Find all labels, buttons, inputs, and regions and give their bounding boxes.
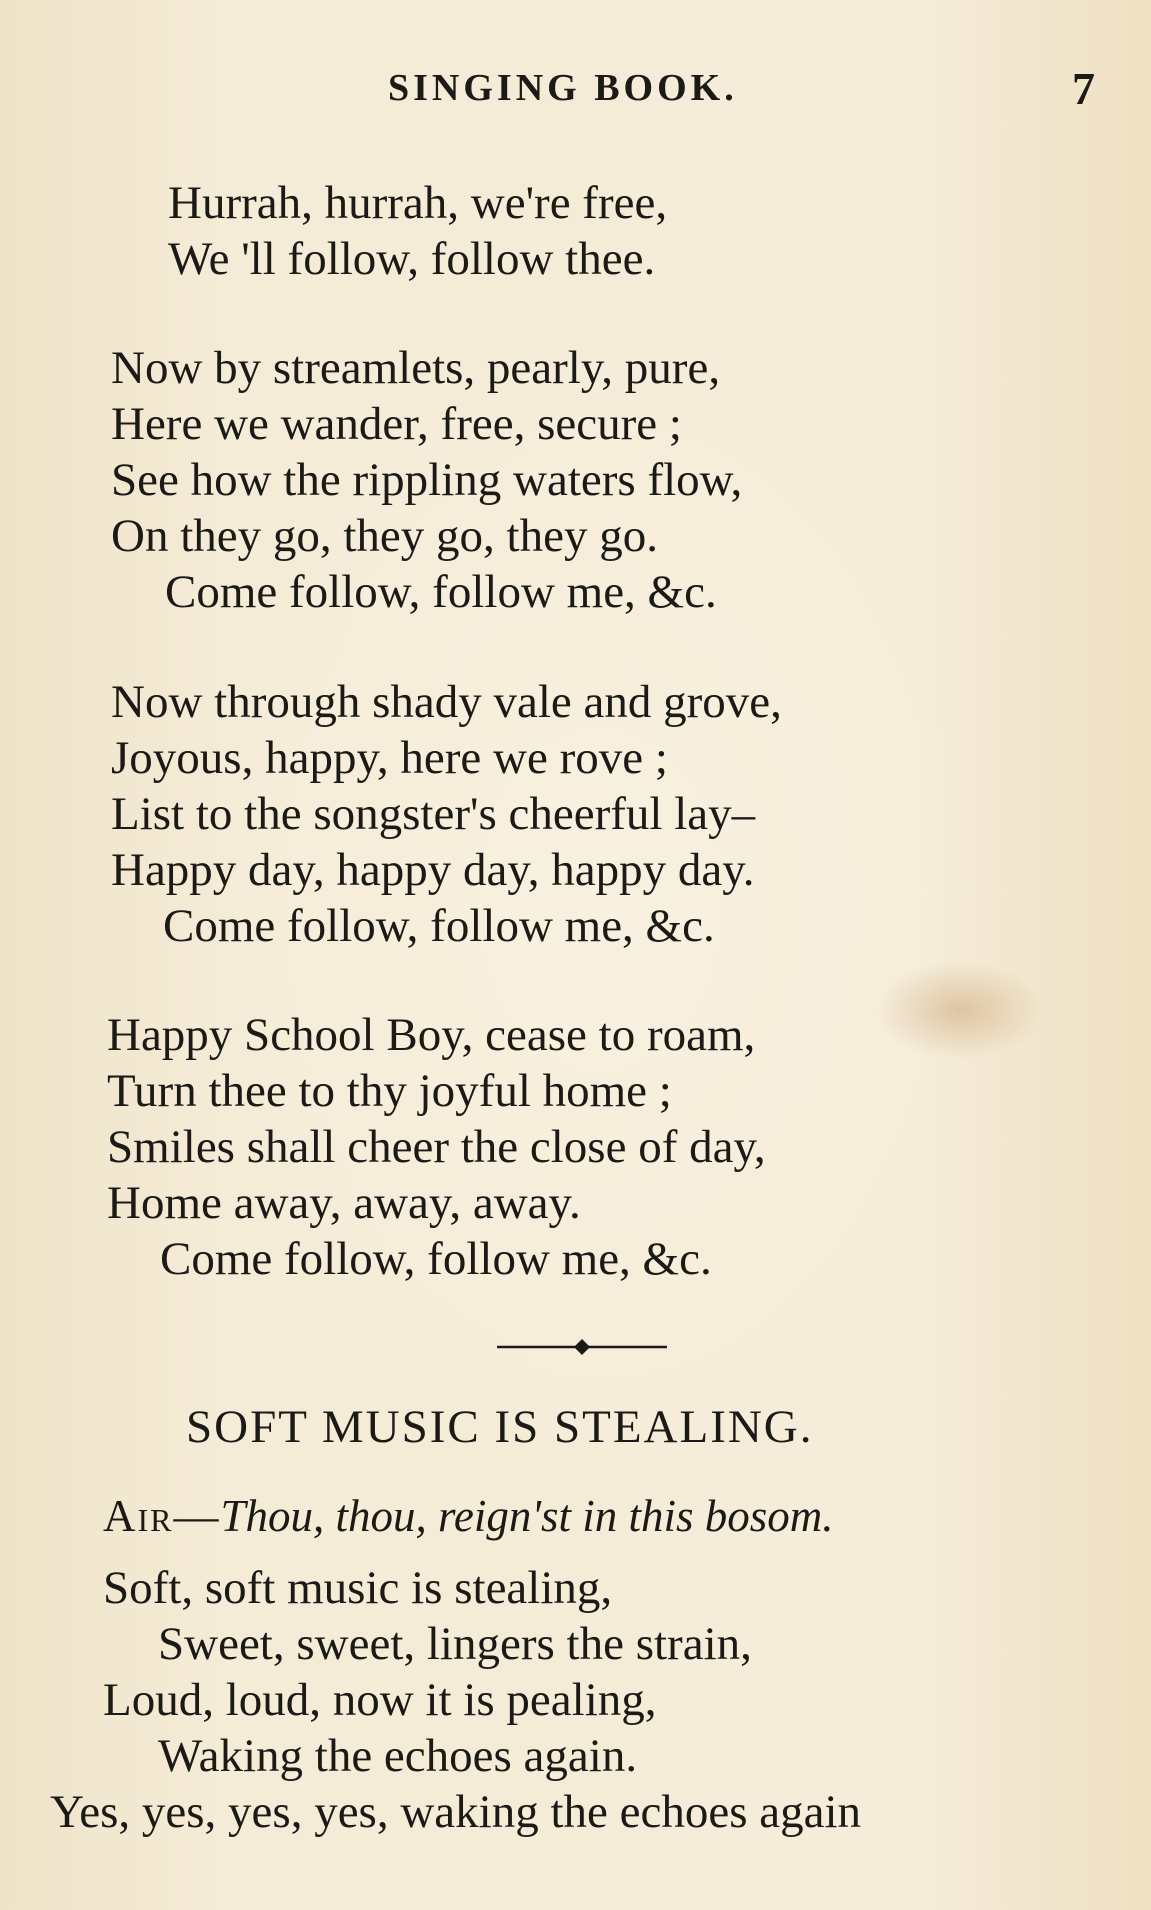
verse-line: Yes, yes, yes, yes, waking the echoes again [50, 1786, 862, 1838]
air-label: Air— [103, 1491, 221, 1541]
refrain-line: Come follow, follow me, &c. [163, 900, 715, 952]
verse-line: Loud, loud, now it is pealing, [103, 1674, 657, 1726]
page-number: 7 [1072, 63, 1095, 114]
song-title: SOFT MUSIC IS STEALING. [186, 1401, 814, 1453]
verse-line: Waking the echoes again. [158, 1730, 638, 1782]
air-attribution [103, 1490, 834, 1542]
refrain-line: Come follow, follow me, &c. [165, 566, 717, 618]
air-name: Thou, thou, reign'st in this bosom. [220, 1491, 834, 1541]
verse-line: Smiles shall cheer the close of day, [107, 1121, 766, 1173]
ornament-divider [497, 1335, 667, 1359]
verse-line: Turn thee to thy joyful home ; [107, 1065, 672, 1117]
verse-line: Happy day, happy day, happy day. [111, 844, 755, 896]
running-title: SINGING BOOK. [388, 67, 738, 109]
verse-line: Home away, away, away. [107, 1177, 581, 1229]
verse-line: Joyous, happy, here we rove ; [111, 732, 668, 784]
verse-line: On they go, they go, they go. [111, 510, 658, 562]
verse-line: Now by streamlets, pearly, pure, [111, 342, 721, 394]
refrain-line: Come follow, follow me, &c. [160, 1233, 712, 1285]
verse-line: See how the rippling waters flow, [111, 454, 743, 506]
verse-line: Happy School Boy, cease to roam, [107, 1009, 756, 1061]
verse-line: Hurrah, hurrah, we're free, [168, 177, 668, 229]
verse-line: Sweet, sweet, lingers the strain, [158, 1618, 752, 1670]
page-header [0, 63, 1151, 126]
verse-line: Soft, soft music is stealing, [103, 1562, 613, 1614]
verse-line: Now through shady vale and grove, [111, 676, 782, 728]
verse-line: We 'll follow, follow thee. [168, 233, 656, 285]
verse-line: List to the songster's cheerful lay– [111, 788, 756, 840]
verse-line: Here we wander, free, secure ; [111, 398, 682, 450]
